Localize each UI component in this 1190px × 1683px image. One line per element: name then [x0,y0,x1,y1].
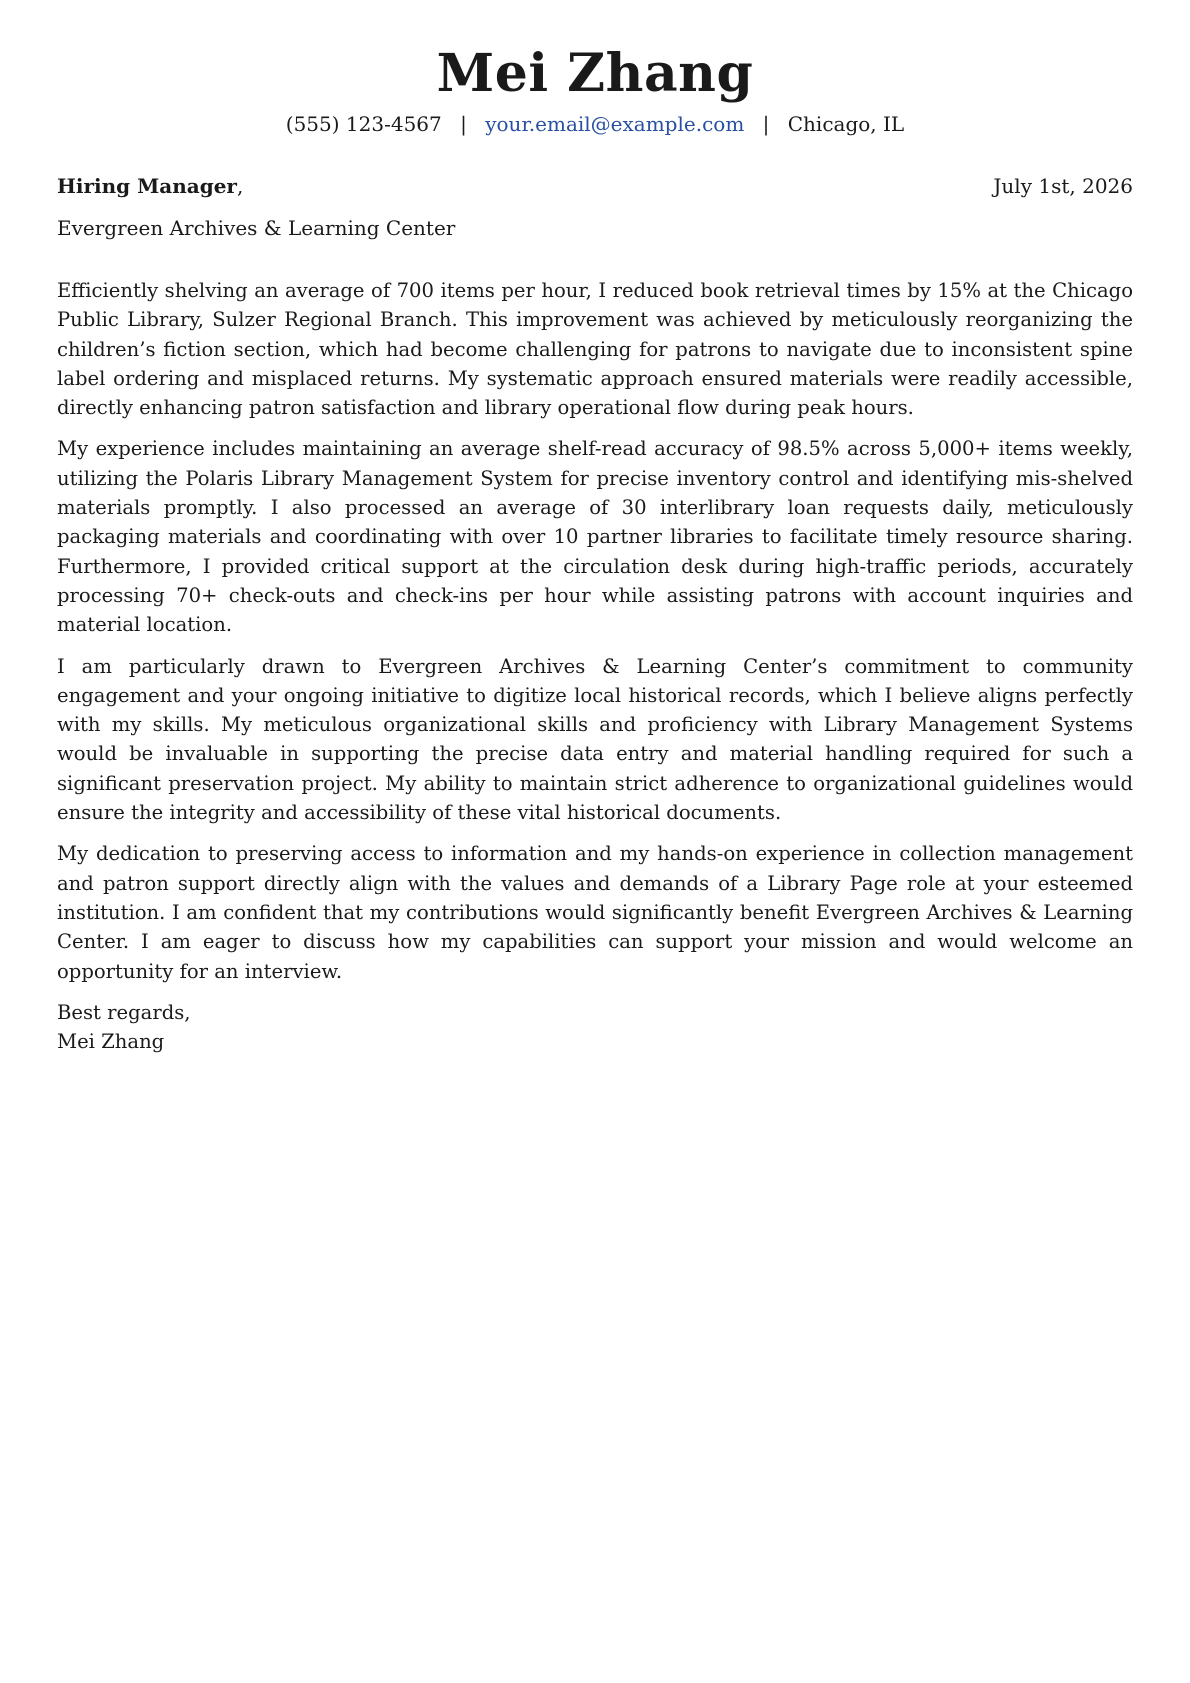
recipient-row [57,172,1133,200]
recipient-comma: , [236,174,244,198]
letter-closing [57,998,1133,1057]
body-paragraph: I am particularly drawn to Evergreen Archives & Learning Center’s commitment to community engagement and your ongoing initiative to digitize local historical records, which I believe aligns perfectly with my skills. My meticulous organizational skills and proficiency with Library Management Systems would be invaluable in supporting the precise data entry and material handling required for such a significant preservation project. My ability to maintain strict adherence to organizational guidelines would ensure the integrity and accessibility of these vital historical documents. [57,654,1133,825]
recipient-title: Hiring Manager [57,174,237,198]
letter-date: July 1st, 2026 [993,174,1133,198]
contact-separator: | [460,112,467,136]
applicant-name: Mei Zhang [436,43,754,104]
contact-separator: | [762,112,770,136]
body-paragraph: My dedication to preserving access to information and my hands-on experience in collection management and patron support directly align with the values and demands of a Library Page role at your esteemed institution. I am confident that my contributions would significantly benefit Evergreen Archives & Learning Center. I am eager to discuss how my capabilities can support your mission and would welcome an opportunity for an interview. [57,842,1133,983]
letter-body [57,276,1133,986]
body-paragraph: Efficiently shelving an average of 700 items per hour, I reduced book retrieval times by 15% at the Chicago Public Library, Sulzer Regional Branch. This improvement was achieved by meticulously reorganizing the children’s fiction section, which had become challenging for patrons to navigate due to inconsistent spine label ordering and misplaced returns. My systematic approach ensured materials were readily accessible, directly enhancing patron satisfaction and library operational flow during peak hours. [57,279,1133,420]
closing-signature: Mei Zhang [57,1030,165,1054]
body-paragraph: My experience includes maintaining an average shelf-read accuracy of 98.5% across 5,000+ items weekly, utilizing the Polaris Library Management System for precise inventory control and identifying mis-shelved materials promptly. I also processed an average of 30 interlibrary loan requests daily, meticulously packaging materials and coordinating with over 10 partner libraries to facilitate timely resource sharing. Furthermore, I provided critical support at the circulation desk during high-traffic periods, accurately processing 70+ check-outs and check-ins per hour while assisting patrons with account inquiries and material location. [57,437,1133,637]
email-link[interactable]: your.email@example.com [485,112,745,136]
phone-number: (555) 123-4567 [285,112,442,136]
recipient-company: Evergreen Archives & Learning Center [57,216,456,240]
recipient-line [57,172,243,200]
location: Chicago, IL [787,112,905,136]
contact-line [57,110,1133,138]
closing-salutation: Best regards, [57,1000,191,1024]
